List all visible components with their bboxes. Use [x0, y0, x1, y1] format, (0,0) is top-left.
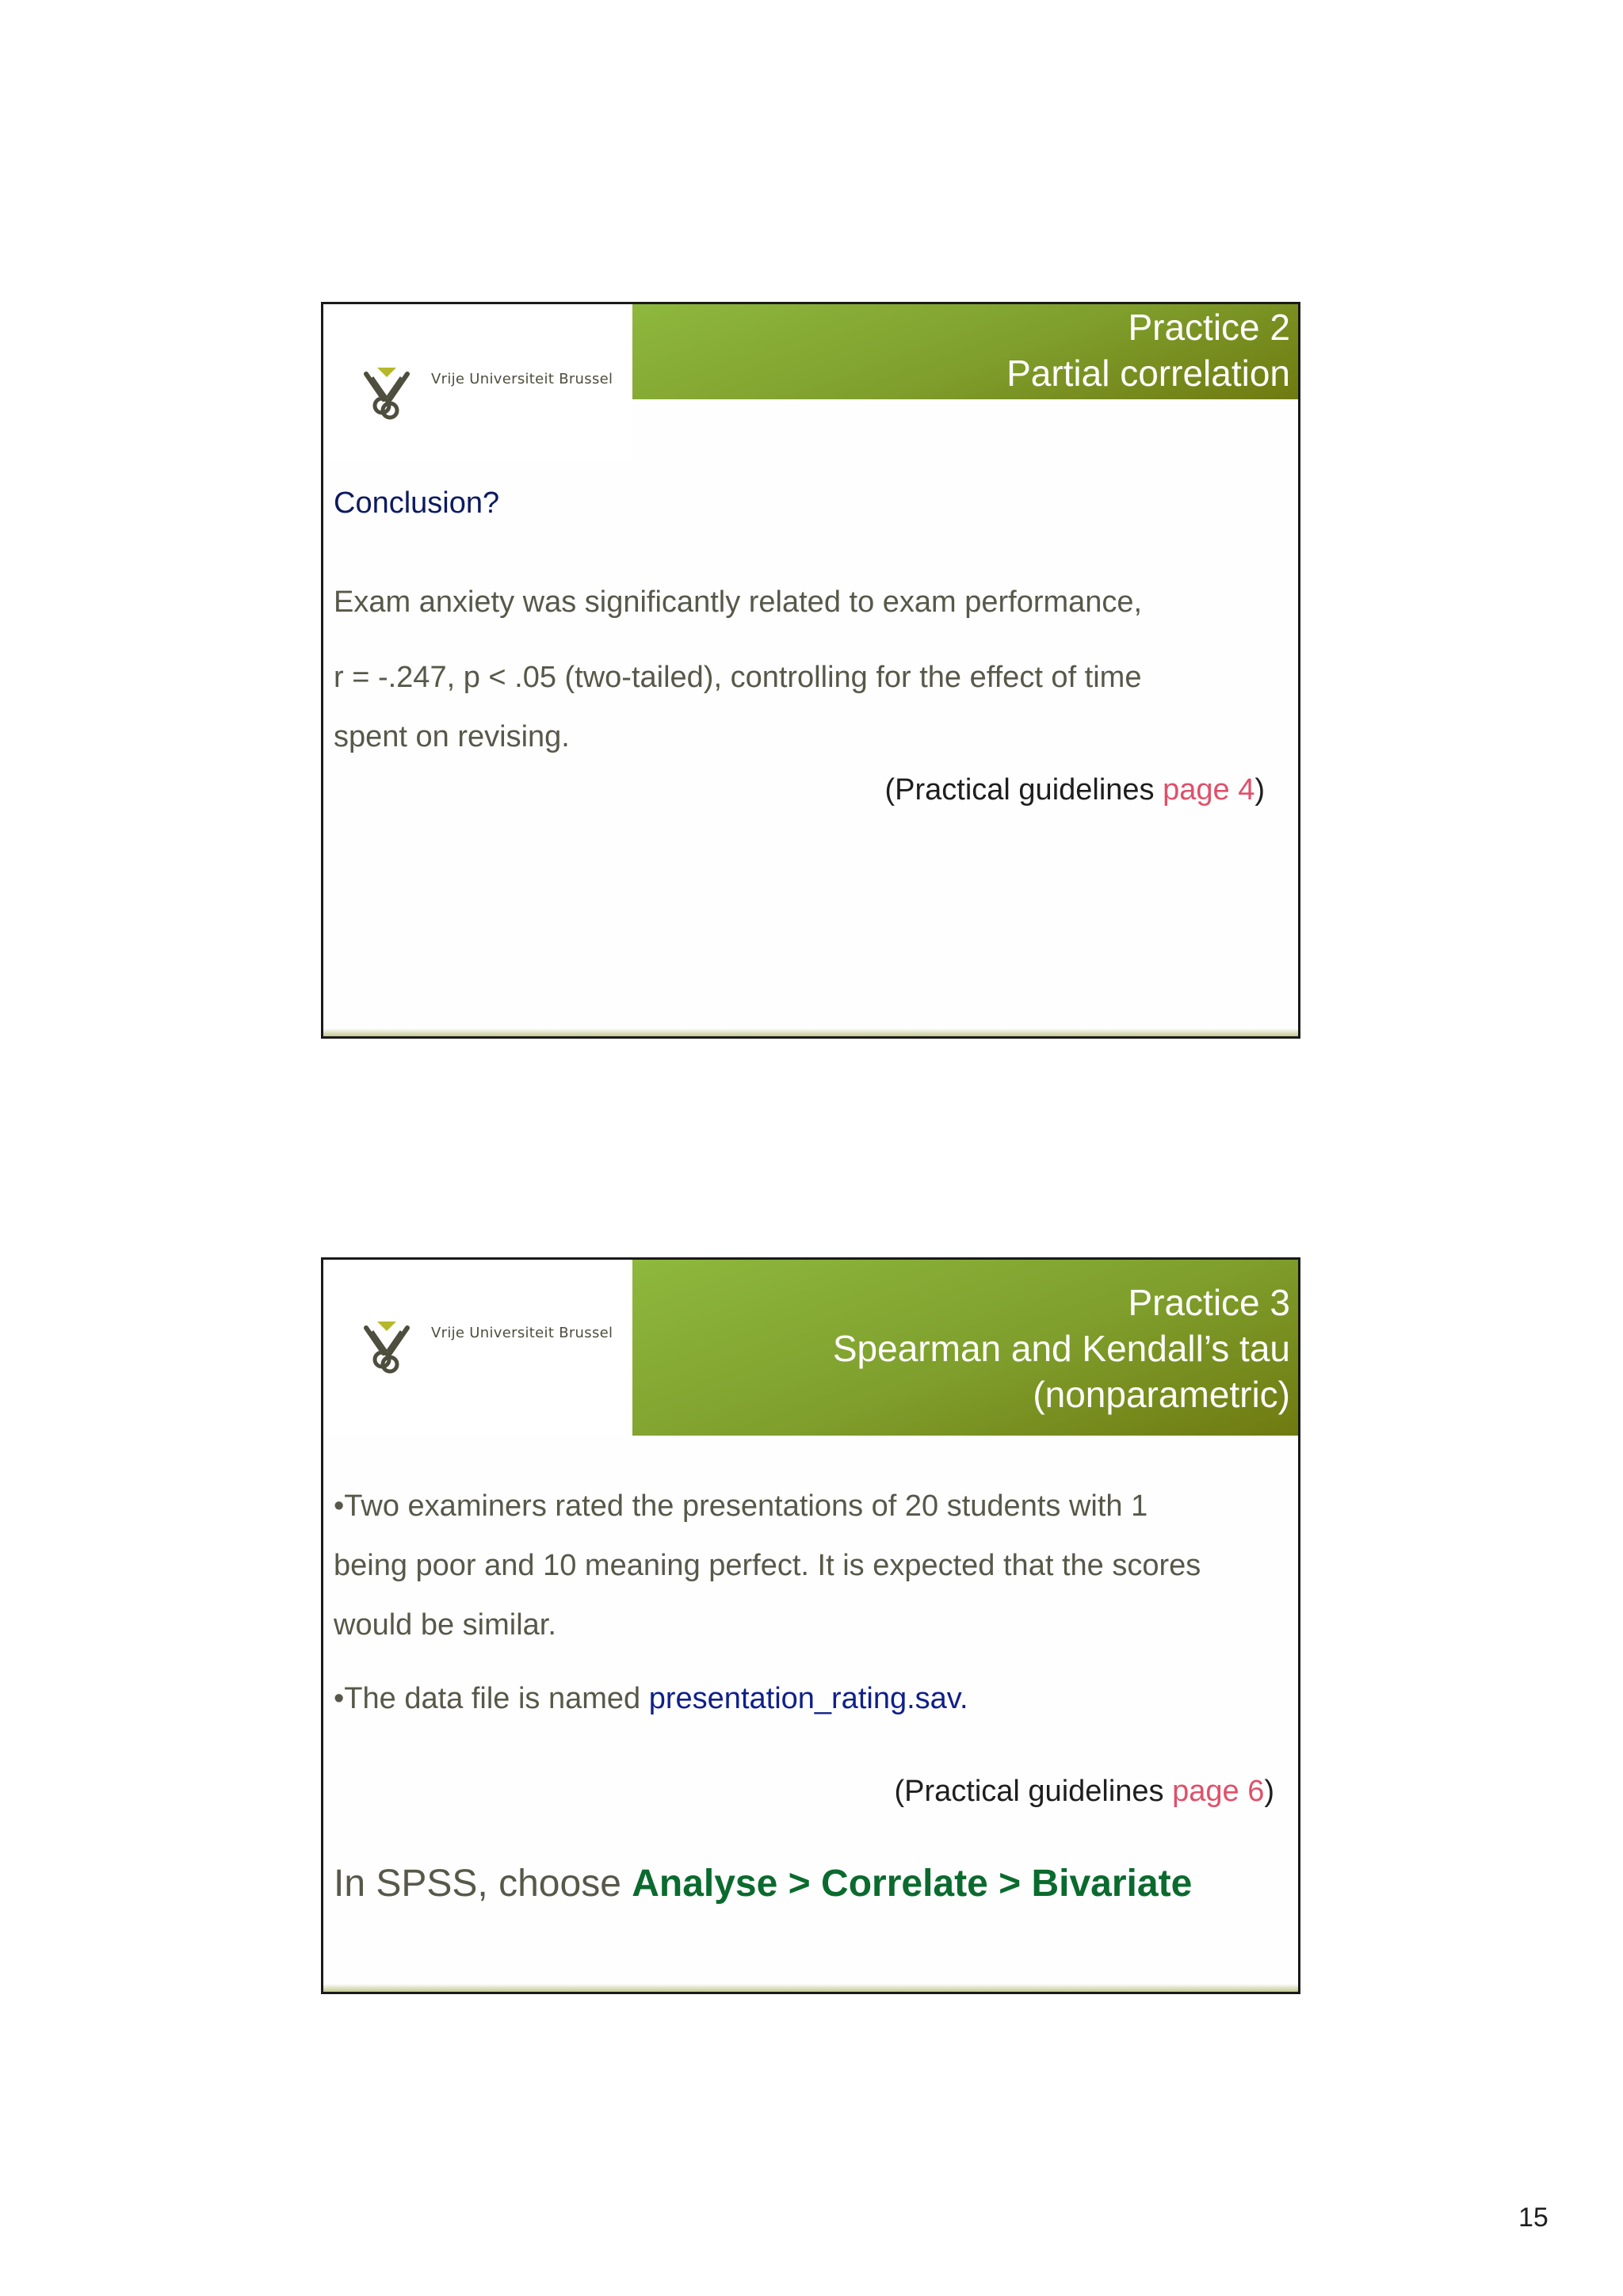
guidelines-reference: [885, 773, 1266, 807]
reference-page-link[interactable]: page 4: [1163, 773, 1255, 807]
spss-instruction: [334, 1862, 1192, 1905]
spss-menu-path: Analyse > Correlate > Bivariate: [632, 1863, 1193, 1905]
conclusion-heading: Conclusion?: [334, 486, 500, 520]
reference-close: ): [1254, 773, 1265, 807]
logo-area: [323, 1260, 632, 1434]
conclusion-line-3: spent on revising.: [334, 720, 570, 753]
institution-name: Vrije Universiteit Brussel: [431, 1325, 613, 1341]
slide-practice-2: [321, 302, 1300, 1039]
bullet-1-line-2: being poor and 10 meaning perfect. It is expected that the scores: [334, 1549, 1201, 1582]
slide-title-line1: Practice 3: [1128, 1282, 1290, 1323]
spss-instruction-text: In SPSS, choose: [334, 1863, 632, 1905]
bullet-1-line-1: •Two examiners rated the presentations of 20 students with 1: [334, 1489, 1148, 1523]
title-banner: [632, 304, 1298, 399]
conclusion-line-2: r = -.247, p < .05 (two-tailed), controlling for the effect of time: [334, 661, 1142, 694]
institution-name: Vrije Universiteit Brussel: [431, 371, 613, 387]
data-file-name: presentation_rating.sav.: [648, 1682, 968, 1715]
logo-area: [323, 304, 632, 459]
slide-title-line3: (nonparametric): [1033, 1374, 1290, 1415]
reference-text: (Practical guidelines: [884, 773, 1163, 807]
bullet-1-line-3: would be similar.: [334, 1608, 556, 1642]
reference-close: ): [1264, 1775, 1274, 1808]
reference-text: (Practical guidelines: [894, 1775, 1173, 1808]
slide-practice-3: [321, 1257, 1300, 1994]
conclusion-line-1: Exam anxiety was significantly related to exam performance,: [334, 585, 1143, 619]
guidelines-reference: [895, 1775, 1275, 1809]
vub-logo-icon: [355, 1315, 426, 1379]
reference-page-link[interactable]: page 6: [1172, 1775, 1265, 1808]
title-banner: [632, 1260, 1298, 1436]
page-number: 15: [1518, 2203, 1549, 2233]
slide-title-line1: Practice 2: [1128, 307, 1290, 348]
bullet-2-text: •The data file is named: [334, 1682, 649, 1715]
slide-title-line2: Spearman and Kendall’s tau: [832, 1328, 1290, 1369]
bullet-2: [334, 1682, 968, 1716]
vub-logo-icon: [355, 361, 426, 425]
slide-title-line2: Partial correlation: [1006, 353, 1290, 394]
